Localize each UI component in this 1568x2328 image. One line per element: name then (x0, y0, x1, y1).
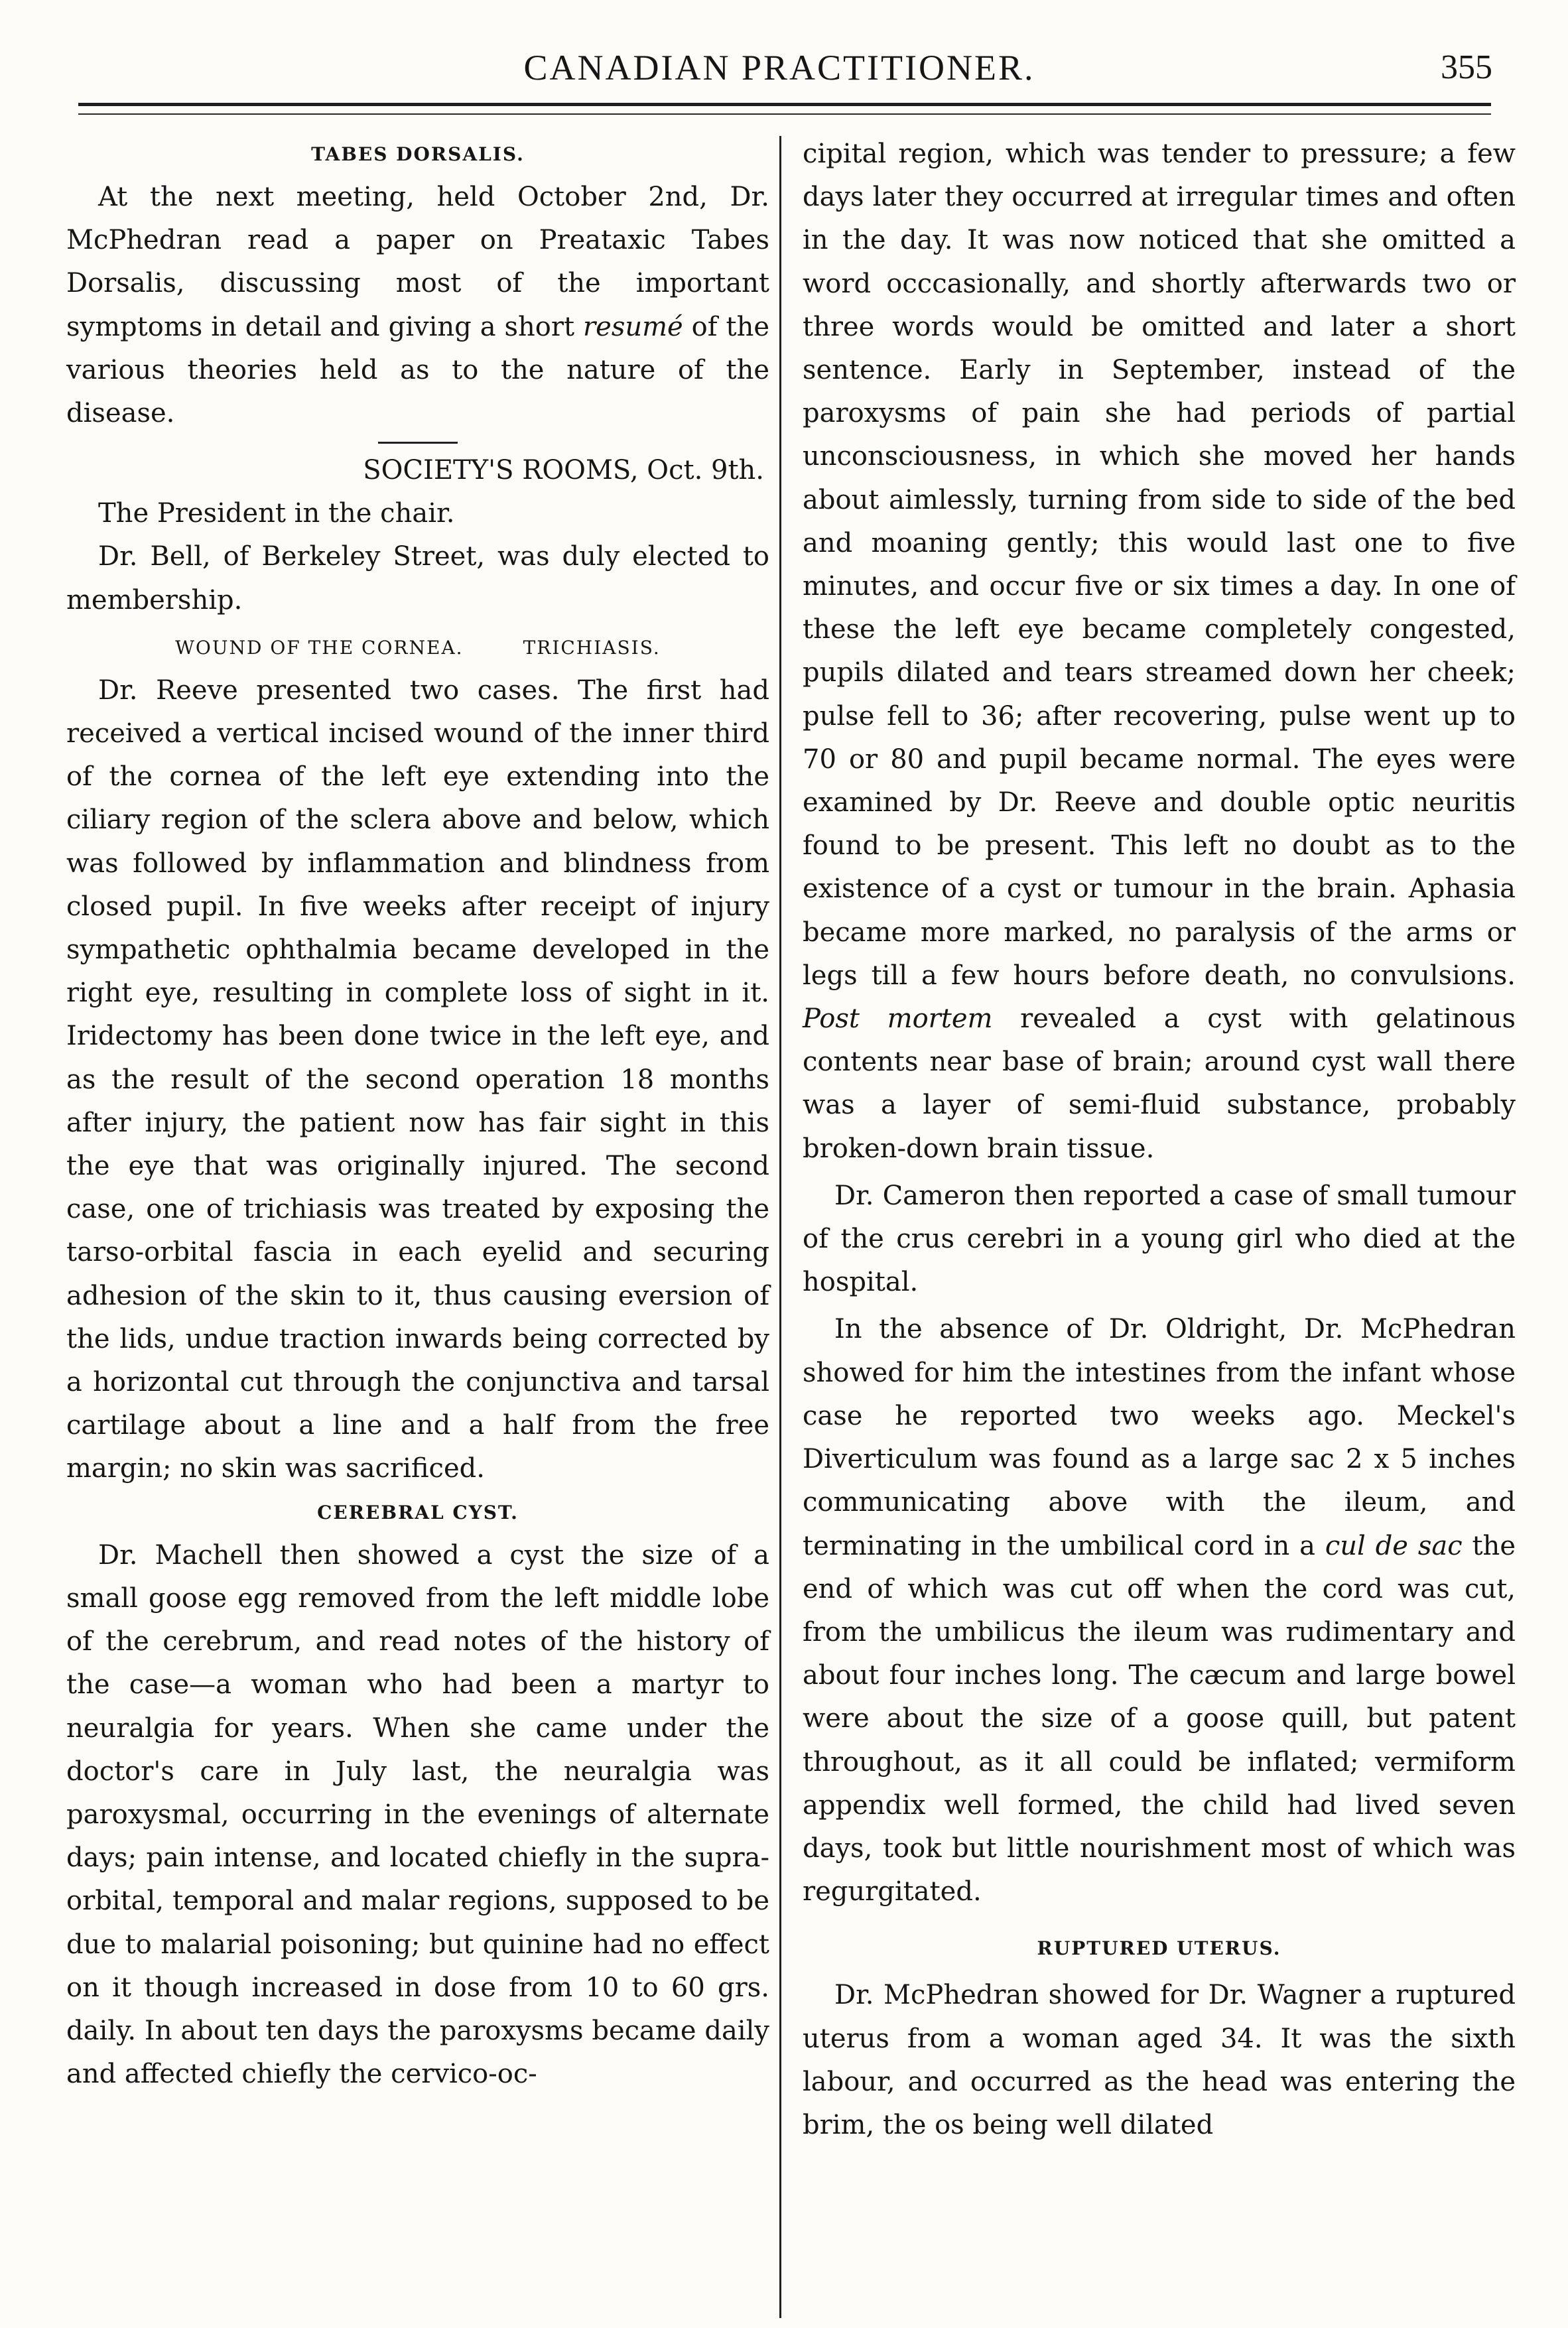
journal-title: CANADIAN PRACTITIONER. (523, 48, 1035, 88)
tabes-resume: resumé (583, 311, 683, 342)
paragraph-cyst-continued (803, 133, 1516, 1171)
heading-ruptured-uterus: RUPTURED UTERUS. (1037, 1937, 1281, 1960)
paragraph-uterus: Dr. McPhedran showed for Dr. Wagner a ruptured uterus from a woman aged 34. It was the sixth labour, and occurred as the head was entering the brim, the os being well dilated (803, 1980, 1516, 2140)
society-dateline: SOCIETY'S ROOMS, Oct. 9th. (363, 455, 764, 486)
paragraph-cerebral-cyst: Dr. Machell then showed a cyst the size of a small goose egg removed from the left middle lobe of the cerebrum, and read notes of the history of the case—a woman who had been a martyr to neuralgia for years. When she came under the doctor's care in July last, the neuralgia was paroxysmal, occurring in the evenings of alternate days; pain intense, and located chiefly in the supra-orbital, temporal and malar regions, supposed to be due to malarial poisoning; but quinine had no effect on it though increased in dose from 10 to 60 grs. daily. In about ten days the paroxysms became daily and affected chiefly the cervico-oc- (66, 1539, 769, 2090)
header-rule-thick (78, 103, 1491, 106)
paragraph-tabes (66, 176, 769, 435)
left-column (66, 133, 769, 2096)
section-divider (378, 442, 458, 444)
oldright-text-a: In the absence of Dr. Oldright, Dr. McPhedran showed for him the intestines from the infant whose case he reported two weeks ago. Meckel's Diverticulum was found as a large sac 2 x 5 inches communicating above with the ileum, and terminating in the umbilical cord in a (803, 1314, 1516, 1561)
column-divider (779, 136, 781, 2318)
paragraph-cornea: Dr. Reeve presented two cases. The first had received a vertical incised wound of the inner third of the cornea of the left eye extending into the ciliary region of the sclera above and below, which was followed by inflammation and blindness from closed pupil. In five weeks after receipt of injury sympathetic ophthalmia became developed in the right eye, resulting in complete loss of sight in it. Iridectomy has been done twice in the left eye, and as the result of the second operation 18 months after injury, the patient now has fair sight in this the eye that was originally injured. The second case, one of trichiasis was treated by exposing the tarso-orbital fascia in each eyelid and securing adhesion of the skin to it, thus causing eversion of the lids, undue traction inwards being corrected by a horizontal cut through the conjunctiva and tarsal cartilage about a line and a half from the free margin; no skin was sacrificed. (66, 675, 769, 1484)
running-head (66, 41, 1492, 94)
bell-line: Dr. Bell, of Berkeley Street, was duly elected to membership. (66, 541, 769, 615)
heading-wound-cornea: WOUND OF THE CORNEA. (175, 636, 464, 659)
president-line: The President in the chair. (98, 498, 455, 529)
paragraph-cameron: Dr. Cameron then reported a case of small tumour of the crus cerebri in a young girl who died at the hospital. (803, 1180, 1516, 1298)
heading-trichiasis: TRICHIASIS. (523, 636, 661, 659)
tabes-text-a: At the next meeting, held October 2nd, Dr. McPhedran read a paper on Preataxic Tabes Dorsalis, discussing most of the important symptoms in detail and giving a short (66, 182, 769, 342)
post-mortem-italic: Post mortem (803, 1003, 993, 1035)
cyst-cont-text-b: revealed a cyst with gelatinous contents near base of brain; around cyst wall there was a layer of semi-fluid substance, probably broken-down brain tissue. (803, 1003, 1516, 1164)
heading-cerebral-cyst: CEREBRAL CYST. (317, 1501, 519, 1523)
spacer (803, 1913, 1516, 1927)
paragraph-oldright (803, 1308, 1516, 1913)
heading-cornea-trichiasis (66, 626, 769, 669)
oldright-text-b: the end of which was cut off when the cord was cut, from the umbilicus the ileum was rudimentary and about four inches long. The cæcum and large bowel were about the size of a goose quill, but patent throughout, as it all could be inflated; vermiform appendix well formed, the child had lived seven days, took but little nourishment most of which was regurgitated. (803, 1530, 1516, 1908)
cul-de-sac-italic: cul de sac (1325, 1530, 1463, 1561)
tabes-text-b: of the various theories held as to the nature of the disease. (66, 311, 770, 429)
page-number: 355 (1441, 48, 1492, 86)
header-rule-thin (78, 113, 1491, 115)
cyst-cont-text-a: cipital region, which was tender to pressure; a few days later they occurred at irregular times and often in the day. It was now noticed that she omitted a word occcasionally, and shortly afterwards two or three words would be omitted and later a short sentence. Early in September, instead of the paroxysms of pain she had periods of partial unconsciousness, in which she moved her hands about aimlessly, turning from side to side of the bed and moaning gently; this would last one to five minutes, and occur five or six times a day. In one of these the left eye became completely congested, pupils dilated and tears streamed down her cheek; pulse fell to 36; after recovering, pulse went up to 70 or 80 and pupil became normal. The eyes were examined by Dr. Reeve and double optic neuritis found to be present. This left no doubt as to the existence of a cyst or tumour in the brain. Aphasia became more marked, no paralysis of the arms or legs till a few hours before death, no convulsions. (803, 139, 1516, 991)
heading-tabes-dorsalis: TABES DORSALIS. (311, 143, 525, 165)
right-column (803, 133, 1516, 2147)
